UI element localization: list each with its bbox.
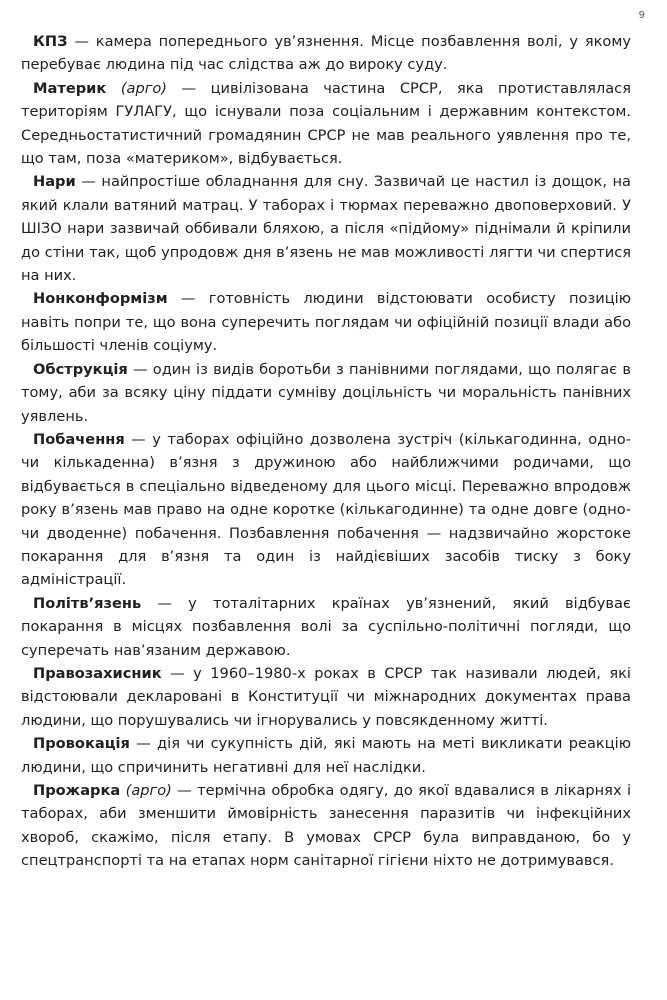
glossary-entry-politviazen [21,592,631,662]
entry-definition: — один із видів боротьби з панівними поглядами, що полягає в тому, аби за всяку ціну піддати сумніву доцільність чи моральність панівних уявлень. [21,360,631,425]
entry-definition: — у 1960–1980-х роках в СРСР так називали людей, які відстоювали декларовані в Конституції чи міжнародних документах права людини, що порушувались чи ігнорувались у повсякденному житті. [21,664,631,729]
entry-term: Побачення [33,430,125,448]
entry-term: Материк [33,79,107,97]
entry-definition: — у таборах офіційно дозволена зустріч (кількагодинна, одно- чи кількаденна) в’язня з дружиною або найближчими родичами, що відбувається в спеціально відведеному для цього місці. Переважно впродовж року в’язень мав право на одне коротке (кількагодинне) та одне довге (одно- чи дводенне) побачення. Позбавлення побачення — надзвичайно жорстоке покарання для в’язня та один із найдієвіших засобів тиску з боку адміністрації. [21,430,631,589]
entry-term: Обструкція [33,360,128,378]
glossary-entry-nonkonformizm [21,287,631,357]
entry-term: Нонконформізм [33,290,168,308]
entry-definition: — готовність людини відстоювати особисту позицію навіть попри те, що вона суперечить поглядам чи офіційній позиції влади або більшості членів соціуму. [21,290,631,355]
glossary-entry-provokatsiia [21,732,631,779]
glossary-entry-pravozakhysnyk [21,662,631,732]
glossary-entry-nary [21,170,631,287]
page-number: 9 [638,10,645,21]
entry-definition: — камера попереднього ув’язнення. Місце позбавлення волі, у якому перебуває людина під час слідства аж до вироку суду. [21,33,631,74]
glossary [21,30,631,873]
entry-definition: — найпростіше обладнання для сну. Зазвичай це настил із дощок, на який клали ватяний матрац. У таборах і тюрмах переважно двоповерховий. У ШІЗО нари зазвичай оббивали бляхою, а після «підйому» піднімали й кріпили до стіни так, щоб упродовж дня в’язень не мав можливості лягти чи спертися на них. [21,173,631,285]
entry-term: Нари [33,173,76,191]
entry-definition: — у тоталітарних країнах ув’язнений, який відбуває покарання в місцях позбавлення волі за суспільно-політичні погляди, що суперечать нав’язаним державою. [21,594,631,659]
entry-term: Прожарка [33,782,121,799]
entry-term: Правозахисник [33,664,162,682]
glossary-entry-kpz [21,30,631,77]
entry-definition: — термічна обробка одягу, до якої вдавалися в лікарнях і таборах, аби зменшити ймовірність занесення паразитів чи інфекційних хвороб, скажімо, після етапу. В умовах СРСР була виправданою, бо у спецтранспорті та на етапах норм санітарної гігієни ніхто не дотримувався. [21,782,631,870]
entry-definition: — цивілізована частина СРСР, яка протиставлялася територіям ГУЛАГУ, що існували поза соціальним і державним контекстом. Середньостатистичний громадянин СРСР не мав реального уявлення про те, що там, поза «материком», відбувається. [21,79,631,168]
glossary-entry-materyk [21,77,631,171]
glossary-entry-obstruktsiia [21,358,631,428]
glossary-entry-prozharka [21,779,631,873]
entry-note: (арго) [120,782,172,799]
entry-term: КПЗ [33,33,68,50]
glossary-entry-pobachennia [21,428,631,592]
entry-definition: — дія чи сукупність дій, які мають на меті викликати реакцію людини, що спричинить негативні для неї наслідки. [21,735,631,776]
entry-term: Провокація [33,735,130,753]
entry-note: (арго) [106,79,168,97]
entry-term: Політв’язень [33,594,142,612]
